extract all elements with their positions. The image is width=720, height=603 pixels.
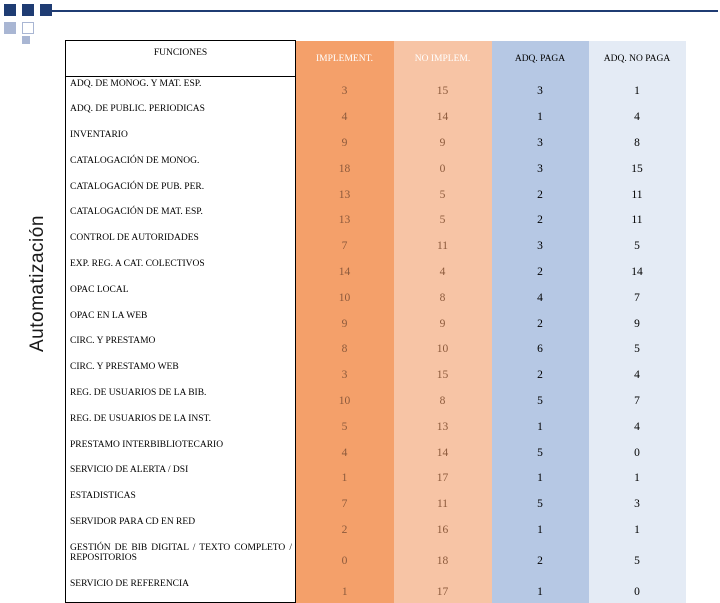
table-cell: 16 bbox=[394, 515, 492, 541]
row-label: CIRC. Y PRESTAMO WEB bbox=[66, 360, 296, 386]
table-row bbox=[66, 489, 686, 515]
table-cell: 15 bbox=[394, 360, 492, 386]
table-cell: 9 bbox=[394, 309, 492, 335]
table-row bbox=[66, 541, 686, 577]
row-label: CATALOGACIÓN DE PUB. PER. bbox=[66, 180, 296, 206]
table-cell: 3 bbox=[492, 231, 589, 257]
table-cell: 0 bbox=[394, 154, 492, 180]
table-cell: 9 bbox=[589, 309, 686, 335]
row-label: ADQ. DE MONOG. Y MAT. ESP. bbox=[66, 77, 296, 103]
table-row bbox=[66, 360, 686, 386]
table-cell: 2 bbox=[492, 309, 589, 335]
table-cell: 13 bbox=[394, 412, 492, 438]
row-label: CATALOGACIÓN DE MAT. ESP. bbox=[66, 205, 296, 231]
table-cell: 0 bbox=[296, 541, 394, 577]
table-cell: 10 bbox=[394, 334, 492, 360]
column-header-no-implem: NO IMPLEM. bbox=[394, 41, 492, 77]
table-cell: 10 bbox=[296, 283, 394, 309]
table-header-row bbox=[66, 41, 686, 77]
table-cell: 15 bbox=[589, 154, 686, 180]
table-cell: 3 bbox=[296, 360, 394, 386]
table-row bbox=[66, 231, 686, 257]
table-row bbox=[66, 154, 686, 180]
table-cell: 4 bbox=[589, 412, 686, 438]
table-cell: 15 bbox=[394, 77, 492, 103]
table-cell: 5 bbox=[492, 489, 589, 515]
row-label: EXP. REG. A CAT. COLECTIVOS bbox=[66, 257, 296, 283]
table-cell: 2 bbox=[492, 205, 589, 231]
table-row bbox=[66, 577, 686, 603]
row-label: CONTROL DE AUTORIDADES bbox=[66, 231, 296, 257]
table-cell: 5 bbox=[394, 205, 492, 231]
table-cell: 5 bbox=[394, 180, 492, 206]
table-row bbox=[66, 438, 686, 464]
row-label: OPAC LOCAL bbox=[66, 283, 296, 309]
table-cell: 11 bbox=[394, 231, 492, 257]
row-label: GESTIÓN DE BIB DIGITAL / TEXTO COMPLETO / REPOSITORIOS bbox=[66, 541, 296, 577]
table-cell: 1 bbox=[492, 102, 589, 128]
table-row bbox=[66, 205, 686, 231]
table-cell: 1 bbox=[589, 77, 686, 103]
table-cell: 8 bbox=[296, 334, 394, 360]
decor-square bbox=[22, 4, 34, 16]
row-label: SERVICIO DE REFERENCIA bbox=[66, 577, 296, 603]
table-cell: 1 bbox=[492, 577, 589, 603]
column-header-implement: IMPLEMENT. bbox=[296, 41, 394, 77]
table-cell: 14 bbox=[394, 102, 492, 128]
table-cell: 1 bbox=[492, 515, 589, 541]
table-cell: 11 bbox=[394, 489, 492, 515]
table-cell: 14 bbox=[589, 257, 686, 283]
table-cell: 7 bbox=[589, 283, 686, 309]
table-row bbox=[66, 334, 686, 360]
table-row bbox=[66, 102, 686, 128]
table-row bbox=[66, 515, 686, 541]
table-row bbox=[66, 283, 686, 309]
functions-table bbox=[65, 40, 686, 603]
table-cell: 6 bbox=[492, 334, 589, 360]
table-row bbox=[66, 412, 686, 438]
table-cell: 5 bbox=[589, 541, 686, 577]
table-cell: 18 bbox=[394, 541, 492, 577]
table-cell: 4 bbox=[296, 102, 394, 128]
table-row bbox=[66, 77, 686, 103]
table-cell: 1 bbox=[589, 515, 686, 541]
table-cell: 13 bbox=[296, 205, 394, 231]
row-label: REG. DE USUARIOS DE LA INST. bbox=[66, 412, 296, 438]
table-cell: 9 bbox=[296, 128, 394, 154]
table-cell: 7 bbox=[589, 386, 686, 412]
table-cell: 10 bbox=[296, 386, 394, 412]
table-cell: 14 bbox=[296, 257, 394, 283]
table-cell: 4 bbox=[492, 283, 589, 309]
decor-square bbox=[4, 22, 16, 34]
table-row bbox=[66, 386, 686, 412]
table-cell: 2 bbox=[492, 257, 589, 283]
table-cell: 1 bbox=[296, 577, 394, 603]
table-cell: 4 bbox=[589, 102, 686, 128]
row-label: SERVICIO DE ALERTA / DSI bbox=[66, 463, 296, 489]
table-cell: 2 bbox=[492, 180, 589, 206]
table-row bbox=[66, 180, 686, 206]
page-title: Automatización bbox=[27, 215, 48, 352]
header-rule bbox=[50, 10, 718, 12]
table-cell: 17 bbox=[394, 463, 492, 489]
row-label: PRESTAMO INTERBIBLIOTECARIO bbox=[66, 438, 296, 464]
column-header-funciones: FUNCIONES bbox=[66, 41, 296, 77]
table-cell: 0 bbox=[589, 577, 686, 603]
table-cell: 5 bbox=[492, 386, 589, 412]
table-cell: 8 bbox=[589, 128, 686, 154]
table-row bbox=[66, 309, 686, 335]
table-cell: 8 bbox=[394, 386, 492, 412]
table-body bbox=[66, 77, 686, 603]
table-cell: 4 bbox=[589, 360, 686, 386]
row-label: CATALOGACIÓN DE MONOG. bbox=[66, 154, 296, 180]
table-cell: 14 bbox=[394, 438, 492, 464]
table-cell: 5 bbox=[589, 334, 686, 360]
decor-square bbox=[4, 4, 16, 16]
row-label: INVENTARIO bbox=[66, 128, 296, 154]
table-cell: 5 bbox=[492, 438, 589, 464]
table-cell: 7 bbox=[296, 489, 394, 515]
table-cell: 0 bbox=[589, 438, 686, 464]
table-cell: 18 bbox=[296, 154, 394, 180]
table-cell: 5 bbox=[589, 231, 686, 257]
table-cell: 3 bbox=[492, 128, 589, 154]
table-cell: 2 bbox=[492, 541, 589, 577]
column-header-adq-no-paga: ADQ. NO PAGA bbox=[589, 41, 686, 77]
table-cell: 1 bbox=[589, 463, 686, 489]
table-cell: 4 bbox=[296, 438, 394, 464]
table-cell: 1 bbox=[492, 463, 589, 489]
table-cell: 9 bbox=[394, 128, 492, 154]
table-cell: 11 bbox=[589, 180, 686, 206]
table-row bbox=[66, 257, 686, 283]
table-cell: 3 bbox=[492, 77, 589, 103]
table-cell: 1 bbox=[492, 412, 589, 438]
table-cell: 11 bbox=[589, 205, 686, 231]
table-cell: 5 bbox=[296, 412, 394, 438]
row-label: ESTADISTICAS bbox=[66, 489, 296, 515]
row-label: SERVIDOR PARA CD EN RED bbox=[66, 515, 296, 541]
table-cell: 4 bbox=[394, 257, 492, 283]
table-cell: 2 bbox=[492, 360, 589, 386]
table-row bbox=[66, 463, 686, 489]
table-cell: 2 bbox=[296, 515, 394, 541]
table-cell: 3 bbox=[296, 77, 394, 103]
row-label: REG. DE USUARIOS DE LA BIB. bbox=[66, 386, 296, 412]
table-row bbox=[66, 128, 686, 154]
table-cell: 3 bbox=[492, 154, 589, 180]
row-label: ADQ. DE PUBLIC. PERIODICAS bbox=[66, 102, 296, 128]
table-cell: 7 bbox=[296, 231, 394, 257]
table-cell: 1 bbox=[296, 463, 394, 489]
table-cell: 17 bbox=[394, 577, 492, 603]
row-label: CIRC. Y PRESTAMO bbox=[66, 334, 296, 360]
column-header-adq-paga: ADQ. PAGA bbox=[492, 41, 589, 77]
row-label: OPAC EN LA WEB bbox=[66, 309, 296, 335]
table-cell: 9 bbox=[296, 309, 394, 335]
table-cell: 8 bbox=[394, 283, 492, 309]
table-cell: 3 bbox=[589, 489, 686, 515]
table-cell: 13 bbox=[296, 180, 394, 206]
